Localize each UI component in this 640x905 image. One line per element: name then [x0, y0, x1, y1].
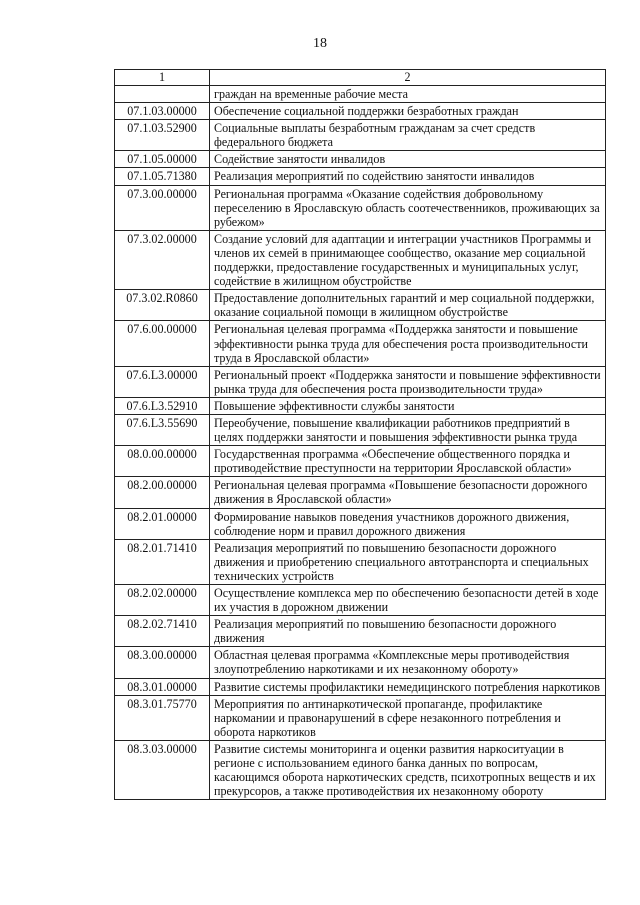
row-code: 08.2.02.00000	[115, 585, 210, 616]
table-row	[115, 446, 606, 477]
table-row	[115, 103, 606, 120]
row-code: 08.2.01.00000	[115, 508, 210, 539]
table-row	[115, 477, 606, 508]
row-code: 08.2.01.71410	[115, 539, 210, 584]
table-row	[115, 86, 606, 103]
row-code: 07.6.L3.52910	[115, 397, 210, 414]
row-description: Содействие занятости инвалидов	[210, 151, 606, 168]
table-row	[115, 647, 606, 678]
row-description: Реализация мероприятий по повышению безопасности дорожного движения	[210, 616, 606, 647]
table-row	[115, 397, 606, 414]
row-description: граждан на временные рабочие места	[210, 86, 606, 103]
row-code: 07.3.00.00000	[115, 185, 210, 230]
row-description: Развитие системы профилактики немедицинского потребления наркотиков	[210, 678, 606, 695]
table-row	[115, 539, 606, 584]
table-row	[115, 230, 606, 289]
header-code: 1	[115, 70, 210, 86]
row-description: Предоставление дополнительных гарантий и мер социальной поддержки, оказание социальной помощи в жилищном обустройстве	[210, 290, 606, 321]
row-description: Областная целевая программа «Комплексные меры противодействия злоупотреблению наркотиками и их незаконному обороту»	[210, 647, 606, 678]
row-code: 07.6.L3.55690	[115, 414, 210, 445]
table-row	[115, 414, 606, 445]
row-description: Социальные выплаты безработным гражданам за счет средств федерального бюджета	[210, 120, 606, 151]
table-body	[115, 86, 606, 800]
row-code	[115, 86, 210, 103]
row-code: 08.3.01.00000	[115, 678, 210, 695]
row-description: Повышение эффективности службы занятости	[210, 397, 606, 414]
page-number: 18	[313, 36, 327, 51]
row-description: Формирование навыков поведения участников дорожного движения, соблюдение норм и правил дорожного движения	[210, 508, 606, 539]
row-code: 08.2.00.00000	[115, 477, 210, 508]
row-description: Реализация мероприятий по повышению безопасности дорожного движения и приобретению специального автотранспорта и специальных технических устройств	[210, 539, 606, 584]
table-header-row	[115, 70, 606, 86]
table-row	[115, 740, 606, 799]
table-row	[115, 151, 606, 168]
table-row	[115, 366, 606, 397]
row-description: Осуществление комплекса мер по обеспечению безопасности детей в ходе их участия в дорожном движении	[210, 585, 606, 616]
table-row	[115, 321, 606, 366]
table-row	[115, 290, 606, 321]
table-row	[115, 616, 606, 647]
table-row	[115, 508, 606, 539]
row-code: 08.3.01.75770	[115, 695, 210, 740]
classification-table	[114, 69, 606, 800]
row-description: Реализация мероприятий по содействию занятости инвалидов	[210, 168, 606, 185]
row-code: 07.1.03.52900	[115, 120, 210, 151]
row-description: Региональная программа «Оказание содействия добровольному переселению в Ярославскую область соотечественников, проживающих за рубежом»	[210, 185, 606, 230]
row-code: 07.6.00.00000	[115, 321, 210, 366]
row-description: Развитие системы мониторинга и оценки развития наркоситуации в регионе с использованием единого банка данных по вопросам, касающимся оборота наркотических средств, психотропных веществ и их прекурсоров, а также противодействия их незаконному обороту	[210, 740, 606, 799]
table-row	[115, 185, 606, 230]
row-code: 07.6.L3.00000	[115, 366, 210, 397]
row-description: Обеспечение социальной поддержки безработных граждан	[210, 103, 606, 120]
row-code: 08.3.03.00000	[115, 740, 210, 799]
row-description: Государственная программа «Обеспечение общественного порядка и противодействие преступности на территории Ярославской области»	[210, 446, 606, 477]
row-code: 08.2.02.71410	[115, 616, 210, 647]
row-description: Создание условий для адаптации и интеграции участников Программы и членов их семей в принимающее сообщество, оказание мер социальной поддержки, предоставление государственных и муниципальных услуг, содействие в жилищном обустройстве	[210, 230, 606, 289]
row-code: 07.3.02.00000	[115, 230, 210, 289]
table-row	[115, 168, 606, 185]
row-description: Мероприятия по антинаркотической пропаганде, профилактике наркомании и правонарушений в сфере незаконного потребления и оборота наркотиков	[210, 695, 606, 740]
row-description: Региональная целевая программа «Поддержка занятости и повышение эффективности рынка труда для обеспечения роста производительности труда в Ярославской области»	[210, 321, 606, 366]
row-code: 07.1.03.00000	[115, 103, 210, 120]
table-row	[115, 120, 606, 151]
row-description: Региональный проект «Поддержка занятости и повышение эффективности рынка труда для обеспечения роста производительности труда»	[210, 366, 606, 397]
header-name: 2	[210, 70, 606, 86]
row-code: 08.0.00.00000	[115, 446, 210, 477]
row-code: 07.1.05.71380	[115, 168, 210, 185]
row-code: 07.3.02.R0860	[115, 290, 210, 321]
table-row	[115, 585, 606, 616]
row-description: Переобучение, повышение квалификации работников предприятий в целях поддержки занятости и повышения эффективности рынка труда	[210, 414, 606, 445]
row-code: 07.1.05.00000	[115, 151, 210, 168]
table-row	[115, 678, 606, 695]
row-description: Региональная целевая программа «Повышение безопасности дорожного движения в Ярославской области»	[210, 477, 606, 508]
row-code: 08.3.00.00000	[115, 647, 210, 678]
table-row	[115, 695, 606, 740]
